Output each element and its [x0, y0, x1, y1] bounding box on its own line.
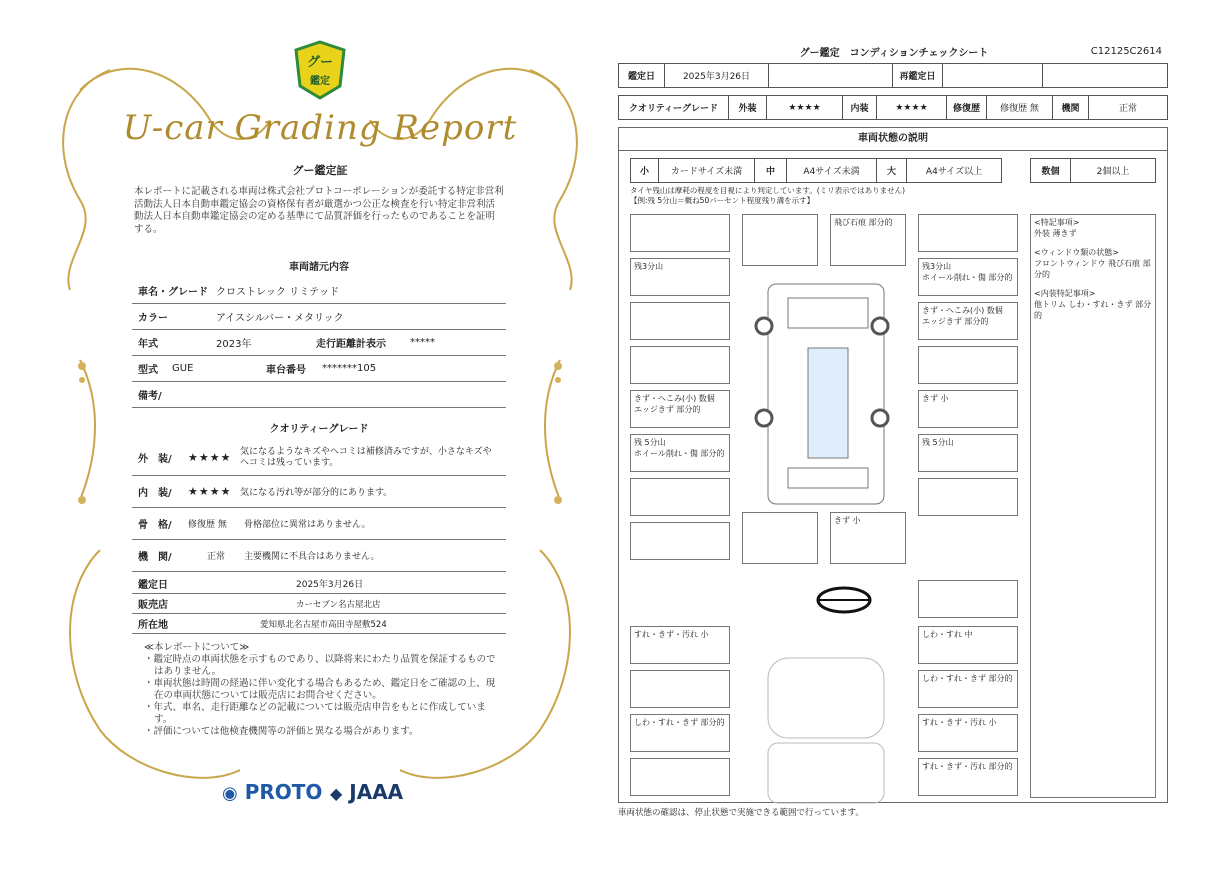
year-value: 2023年	[216, 339, 252, 350]
chassis-label: 車台番号	[266, 365, 306, 376]
tire-icon	[872, 410, 888, 426]
proto-mark-icon: ◉	[222, 783, 238, 804]
spec-row-name	[132, 278, 506, 304]
color-label: カラー	[138, 313, 168, 324]
exterior-label: 外 装/	[138, 454, 172, 465]
cell-int-l3: しわ・すれ・きず 部分的	[630, 714, 730, 752]
proto-text: PROTO	[244, 780, 323, 804]
report-notes	[144, 642, 504, 738]
note-item: ・年式、車名、走行距離などの記載については販売店申告をもとに作成しています。	[144, 702, 486, 725]
color-value: アイスシルバー・メタリック	[216, 313, 344, 324]
tire-note-line: タイヤ残山は摩耗の程度を目視により判定しています。(ミリ表示ではありません)	[630, 186, 906, 195]
tire-icon	[872, 318, 888, 334]
count-legend	[1030, 158, 1156, 183]
cell-left-2	[630, 302, 730, 340]
grade-row-engine	[132, 540, 506, 572]
grade-heading: クオリティーグレード	[269, 424, 369, 435]
dealer-label: 販売店	[138, 600, 168, 611]
cell-front-center: 飛び石痕 部分的	[830, 214, 906, 266]
spec-row-year	[132, 330, 506, 356]
goo-appraisal-logo	[294, 40, 346, 100]
dealer-value: カーセブン名古屋北店	[296, 599, 381, 610]
cell-right-4: きず 小	[918, 390, 1018, 428]
spec-row-remarks	[132, 382, 506, 408]
shield-icon	[294, 40, 346, 100]
reinspect-value	[943, 64, 1043, 88]
mileage-label: 走行距離計表示	[316, 339, 386, 350]
specs-heading: 車両諸元内容	[289, 262, 349, 273]
badge-top-text: グー	[306, 55, 334, 70]
repair-value: 修復歴 無	[987, 96, 1053, 120]
cell-int-l1: すれ・きず・汚れ 小	[630, 626, 730, 664]
cell-left-6	[630, 478, 730, 516]
jaaa-text: JAAA	[349, 780, 404, 804]
model-label: 型式	[138, 365, 158, 376]
note-item: ・鑑定時点の車両状態を示すものであり、以降将来にわたり品質を保証するものではありません。	[144, 654, 496, 677]
cell-right-6	[918, 478, 1018, 516]
size-small-desc: カードサイズ未満	[659, 159, 755, 183]
frame-text: 骨格部位に異常はありません。	[244, 520, 371, 530]
size-legend	[630, 158, 1002, 183]
engine-label: 機 関/	[138, 552, 172, 563]
tire-icon	[756, 318, 772, 334]
count-desc: 2個以上	[1071, 159, 1156, 183]
info-row-address	[132, 614, 506, 634]
note-item: ・車両状態は時間の経過に伴い変化する場合もあるため、鑑定日をご確認の上、現在の車両状態については販売店にお問合せください。	[144, 678, 496, 701]
note-line: <内装特記事項>	[1034, 289, 1096, 298]
tire-icon	[756, 410, 772, 426]
special-notes	[1030, 214, 1156, 798]
model-value: GUE	[172, 363, 194, 374]
frame-value: 修復歴 無	[188, 520, 227, 530]
date-blank	[769, 64, 893, 88]
jaaa-mark-icon: ◆	[330, 784, 343, 803]
cell-int-l2	[630, 670, 730, 708]
note-item: ・評価については他検査機関等の評価と異なる場合があります。	[144, 726, 419, 737]
repair-label: 修復歴	[947, 96, 987, 120]
cell-right-1: 残3分山 ホイール削れ・傷 部分的	[918, 258, 1018, 296]
proto-logo	[222, 780, 322, 804]
spec-row-color	[132, 304, 506, 330]
remarks-label: 備考/	[138, 391, 162, 402]
info-row-date	[132, 574, 506, 594]
note-spacer	[1034, 239, 1152, 247]
note-spacer	[1034, 280, 1152, 288]
cell-front-a	[742, 214, 818, 266]
cell-front-left	[630, 214, 730, 252]
size-large: 大	[877, 159, 907, 183]
script-title: U-car Grading Report	[122, 108, 518, 148]
state-heading: 車両状態の説明	[618, 127, 1168, 151]
cell-right-3	[918, 346, 1018, 384]
cell-left-4: きず・へこみ(小) 数個 エッジきず 部分的	[630, 390, 730, 428]
size-mid-desc: A4サイズ未満	[787, 159, 877, 183]
cell-steering	[918, 580, 1018, 618]
interior-text: 気になる汚れ等が部分的にあります。	[240, 488, 393, 498]
tire-note-line: 【例:残 5分山＝概ね50パーセント程度残り溝を示す】	[630, 196, 815, 205]
jaaa-logo	[330, 780, 403, 804]
notes-heading: ≪本レポートについて≫	[144, 642, 250, 653]
reinspect-label: 再鑑定日	[893, 64, 943, 88]
date-value: 2025年3月26日	[665, 64, 769, 88]
grading-certificate	[40, 30, 600, 830]
sheet-footer: 車両状態の確認は、停止状態で実施できる範囲で行っています。	[618, 808, 864, 818]
grade-row-exterior	[132, 440, 506, 476]
frame-label: 骨 格/	[138, 520, 172, 531]
cell-front-right	[918, 214, 1018, 252]
condition-check-sheet	[618, 40, 1170, 830]
cell-int-r1: しわ・すれ 中	[918, 626, 1018, 664]
cell-left-3	[630, 346, 730, 384]
exterior-text: 気になるようなキズやヘコミは補修済みですが、小さなキズやヘコミは残っています。	[240, 446, 492, 468]
grade-row-interior	[132, 476, 506, 508]
size-small: 小	[631, 159, 659, 183]
cell-rear-a	[742, 512, 818, 564]
tire-note	[630, 186, 905, 206]
size-mid: 中	[755, 159, 787, 183]
year-label: 年式	[138, 339, 158, 350]
chassis-value: *******105	[322, 363, 377, 374]
address-value: 愛知県北名古屋市高田寺屋敷524	[260, 619, 387, 630]
note-line: 他トリム しわ・すれ・きず 部分的	[1034, 300, 1152, 320]
date-value: 2025年3月26日	[296, 580, 364, 590]
note-line: 外装 薄きず	[1034, 229, 1077, 238]
exterior-stars: ★★★★	[188, 451, 232, 464]
note-line: フロントウィンドウ 飛び石痕 部分的	[1034, 259, 1151, 279]
mileage-value: *****	[410, 337, 435, 348]
reinspect-blank	[1043, 64, 1168, 88]
name-label: 車名・グレード	[138, 287, 208, 298]
engine-value: 正常	[206, 552, 225, 562]
info-row-dealer	[132, 594, 506, 614]
note-line: <特記事項>	[1034, 218, 1080, 227]
certificate-title: グー鑑定証	[292, 164, 348, 177]
cell-rear-left	[630, 522, 730, 560]
note-line: <ウィンドウ類の状態>	[1034, 248, 1119, 257]
interior-label: 内 装/	[138, 488, 172, 499]
grade-row-frame	[132, 508, 506, 540]
grade-label: クオリティーグレード	[619, 96, 729, 120]
cell-right-5: 残 5分山	[918, 434, 1018, 472]
engine-label: 機関	[1053, 96, 1089, 120]
cell-int-r4: すれ・きず・汚れ 部分的	[918, 758, 1018, 796]
count-label: 数個	[1031, 159, 1071, 183]
badge-bottom-text: 鑑定	[310, 76, 330, 87]
cell-rear-center: きず 小	[830, 512, 906, 564]
engine-value: 正常	[1089, 96, 1168, 120]
cell-int-r2: しわ・すれ・きず 部分的	[918, 670, 1018, 708]
address-label: 所在地	[138, 620, 168, 631]
sheet-title: グー鑑定 コンディションチェックシート	[799, 48, 989, 59]
cell-int-l4	[630, 758, 730, 796]
sheet-id: C12125C2614	[1090, 46, 1162, 57]
certificate-intro: 本レポートに記載される車両は株式会社プロトコーポレーションが委託する特定非営利活動法人日本自動車鑑定協会の資格保有者が厳選かつ公正な検査を行い特定非営利活動法人日本自動車鑑定協会の定める基準にて品質評価を行ったものであることを証明する。	[134, 186, 504, 235]
date-table	[618, 63, 1168, 88]
interior-stars: ★★★★	[188, 485, 232, 498]
cell-left-1: 残3分山	[630, 258, 730, 296]
date-label: 鑑定日	[138, 580, 168, 591]
grade-table	[618, 95, 1168, 120]
cell-int-r3: すれ・きず・汚れ 小	[918, 714, 1018, 752]
int-stars: ★★★★	[877, 96, 947, 120]
name-value: クロストレック リミテッド	[216, 287, 340, 298]
int-label: 内装	[843, 96, 877, 120]
cell-right-2: きず・へこみ(小) 数個 エッジきず 部分的	[918, 302, 1018, 340]
ext-stars: ★★★★	[767, 96, 843, 120]
engine-text: 主要機関に不具合はありません。	[244, 552, 380, 562]
spec-row-model	[132, 356, 506, 382]
cell-left-5: 残 5分山 ホイール削れ・傷 部分的	[630, 434, 730, 472]
date-label: 鑑定日	[619, 64, 665, 88]
ext-label: 外装	[729, 96, 767, 120]
size-large-desc: A4サイズ以上	[907, 159, 1002, 183]
